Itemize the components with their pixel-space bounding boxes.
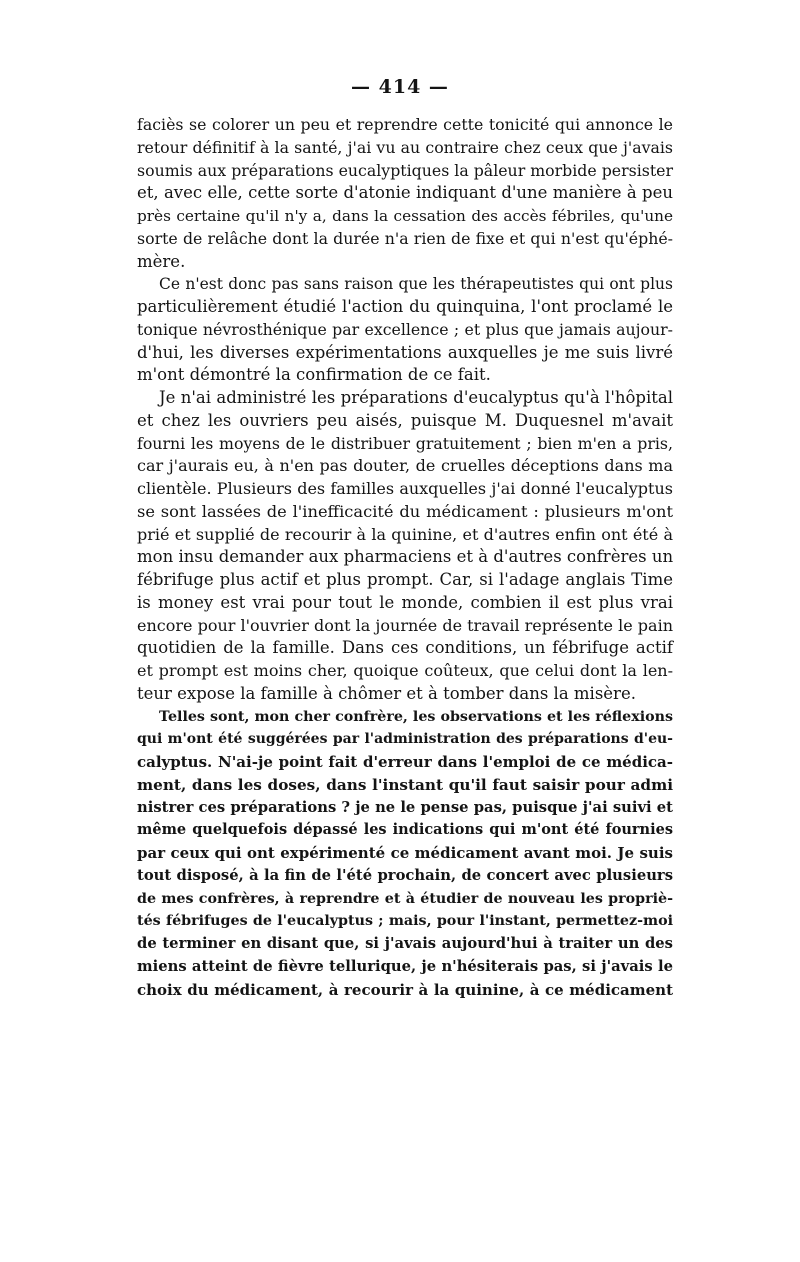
text-line: Telles sont, mon cher confrère, les observations et les réflexions <box>159 708 673 725</box>
text-line: et chez les ouvriers peu aisés, puisque M. Duquesnel m'avait <box>137 410 673 430</box>
text-line: tout disposé, à la fin de l'été prochain, de concert avec plusieurs <box>137 866 673 884</box>
text-line: Ce n'est donc pas sans raison que les thérapeutistes qui ont plus <box>159 275 673 294</box>
text-line: fébrifuge plus actif et plus prompt. Car, si l'adage anglais Time <box>137 570 673 589</box>
text-line: et, avec elle, cette sorte d'atonie indiquant d'une manière à peu <box>137 183 673 203</box>
text-line: près certaine qu'il n'y a, dans la cessation des accès fébriles, qu'une <box>137 207 673 225</box>
text-line: soumis aux préparations eucalyptiques la pâleur morbide persister <box>137 160 674 180</box>
text-line: prié et supplié de recourir à la quinine, et d'autres enfin ont été à <box>137 524 673 544</box>
text-line: retour définitif à la santé, j'ai vu au contraire chez ceux que j'avais <box>137 137 673 157</box>
text-line: tonique névrosthénique par excellence ; et plus que jamais aujour- <box>137 319 673 339</box>
text-line: même quelquefois dépassé les indications qui m'ont été fournies <box>137 821 673 839</box>
text-line: sorte de relâche dont la durée n'a rien de fixe et qui n'est qu'éphé- <box>137 228 673 248</box>
text-line: se sont lassées de l'inefficacité du médicament : plusieurs m'ont <box>137 501 673 521</box>
text-line: encore pour l'ouvrier dont la journée de travail représente le pain <box>137 615 673 635</box>
text-line: de terminer en disant que, si j'avais aujourd'hui à traiter un des <box>137 935 673 952</box>
text-line: mère. <box>137 251 186 271</box>
text-line: miens atteint de fièvre tellurique, je n'hésiterais pas, si j'avais le <box>137 957 673 975</box>
text-line: ment, dans les doses, dans l'instant qu'il faut saisir pour admi <box>137 775 673 794</box>
text-line: faciès se colorer un peu et reprendre cette tonicité qui annonce le <box>137 115 673 134</box>
page-number: — 414 — <box>351 76 449 98</box>
text-line: is money est vrai pour tout le monde, combien il est plus vrai <box>137 592 673 612</box>
text-line: Je n'ai administré les préparations d'eucalyptus qu'à l'hôpital <box>159 388 673 407</box>
text-line: particulièrement étudié l'action du quinquina, l'ont proclamé le <box>137 297 673 316</box>
text-line: quotidien de la famille. Dans ces conditions, un fébrifuge actif <box>137 638 673 658</box>
text-line: choix du médicament, à recourir à la quinine, à ce médicament <box>137 980 673 999</box>
text-line: teur expose la famille à chômer et à tomber dans la misère. <box>137 683 636 703</box>
text-line: qui m'ont été suggérées par l'administration des préparations d'eu- <box>137 731 673 748</box>
text-line: nistrer ces préparations ? je ne le pense pas, puisque j'ai suivi et <box>137 798 673 816</box>
text-line: clientèle. Plusieurs des familles auxquelles j'ai donné l'eucalyptus <box>137 479 673 498</box>
text-line: car j'aurais eu, à n'en pas douter, de cruelles déceptions dans ma <box>137 456 673 476</box>
text-line: d'hui, les diverses expérimentations auxquelles je me suis livré <box>137 342 673 362</box>
text-line: fourni les moyens de le distribuer gratuitement ; bien m'en a pris, <box>137 433 673 453</box>
text-line: par ceux qui ont expérimenté ce médicament avant moi. Je suis <box>137 844 673 862</box>
text-line: et prompt est moins cher, quoique coûteux, que celui dont la len- <box>137 661 673 680</box>
text-line: calyptus. N'ai-je point fait d'erreur dans l'emploi de ce médica- <box>137 753 673 771</box>
text-line: de mes confrères, à reprendre et à étudier de nouveau les propriè- <box>137 890 673 907</box>
body-text <box>137 114 673 1001</box>
text-line: m'ont démontré la confirmation de ce fait. <box>137 365 491 385</box>
text-line: tés fébrifuges de l'eucalyptus ; mais, pour l'instant, permettez-moi <box>137 913 673 930</box>
text-line: mon insu demander aux pharmaciens et à d'autres confrères un <box>137 547 674 567</box>
